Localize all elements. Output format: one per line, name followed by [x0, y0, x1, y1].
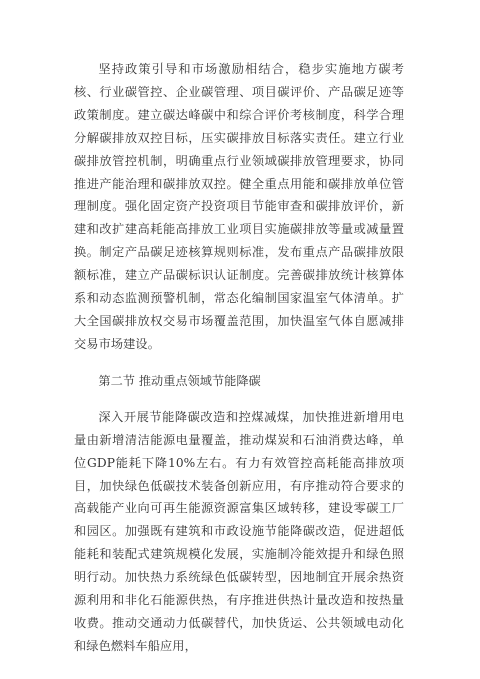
body-paragraph-carbon-policy: 坚持政策引导和市场激励相结合，稳步实施地方碳考核、行业碳管控、企业碳管理、项目碳评价、产品碳足迹等政策制度。建立碳达峰碳中和综合评价考核制度，科学合理分解碳排放双控目标，压实碳排放目标落实责任。建立行业碳排放管控机制，明确重点行业领域碳排放管理要求，协同推进产能治理和碳排放双控。健全重点用能和碳排放单位管理制度。强化固定资产投资项目节能审查和碳排放评价，新建和改扩建高耗能高排放工业项目实施碳排放等量或减量置换。制定产品碳足迹核算规则标准，发布重点产品碳排放限额标准，建立产品碳标识认证制度。完善碳排放统计核算体系和动态监测预警机制，常态化编制国家温室气体清单。扩大全国碳排放权交易市场覆盖范围，加快温室气体自愿减排交易市场建设。 — [74, 62, 404, 351]
section-heading: 第二节 推动重点领域节能降碳 — [98, 373, 261, 388]
body-paragraph-energy-saving: 深入开展节能降碳改造和控煤减煤，加快推进新增用电量由新增清洁能源电量覆盖，推动煤炭和石油消费达峰，单位GDP能耗下降10%左右。有力有效管控高耗能高排放项目，加快绿色低碳技术装备创新应用，有序推动符合要求的高载能产业向可再生能源资源富集区域转移，建设零碳工厂和园区。加强既有建筑和市政设施节能降碳改造，促进超低能耗和装配式建筑规模化发展，实施制冷能效提升和绿色照明行动。加快热力系统绿色低碳转型，因地制宜开展余热资源利用和非化石能源供热，有序推进供热计量改造和按热量收费。推动交通动力低碳替代，加快货运、公共领域电动化和绿色燃料车船应用， — [74, 409, 404, 653]
